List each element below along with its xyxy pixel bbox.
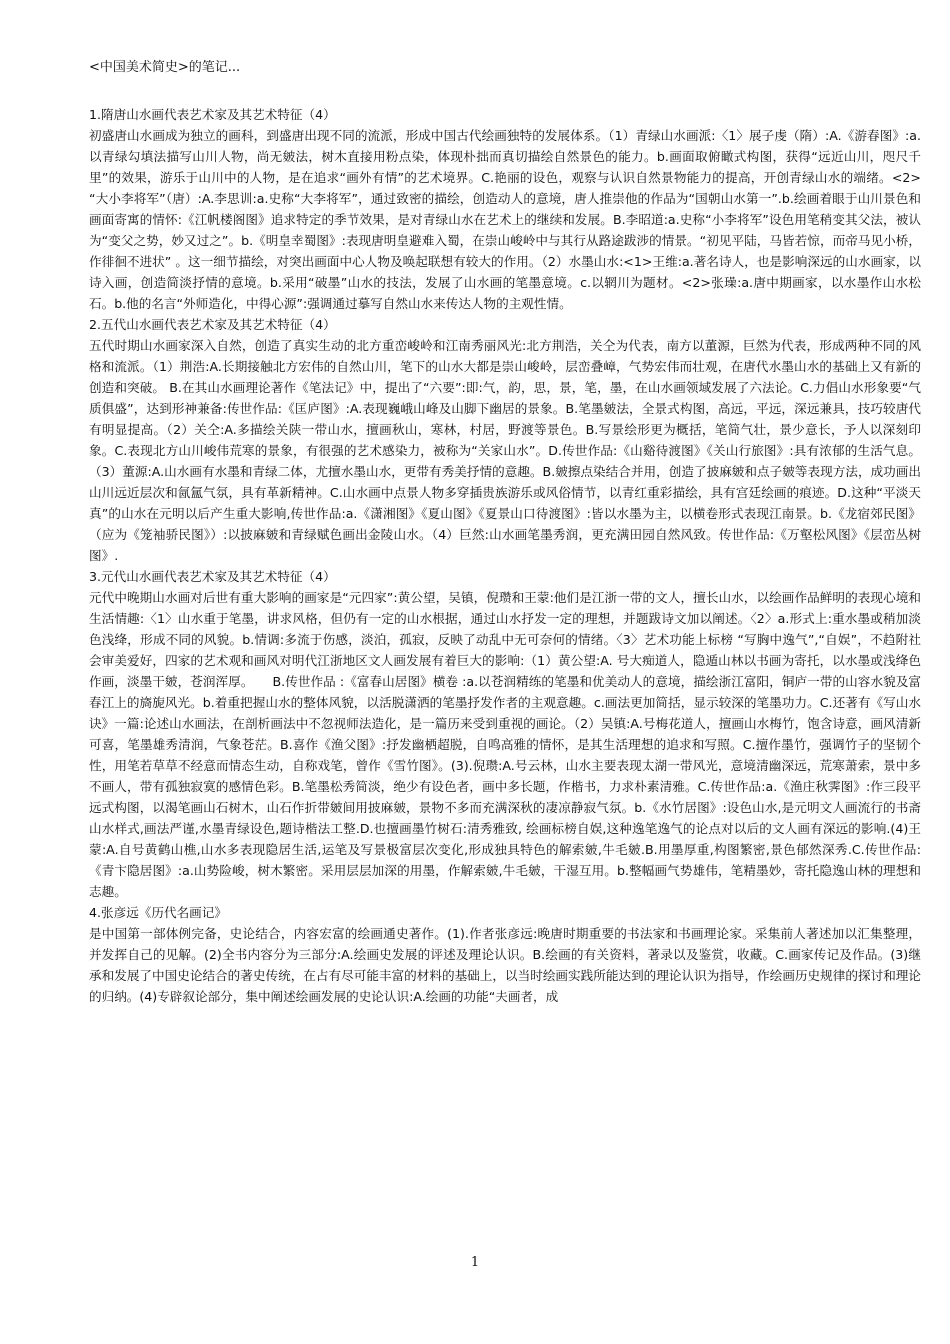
section-body: 五代时期山水画家深入自然，创造了真实生动的北方重峦峻岭和江南秀丽风光:北方荆浩，关仝为代表，南方以董源，巨然为代表，形成两种不同的风格和流派。（1）荆浩:A.长期接触北方宏伟的自然山川，笔下的山水大都是崇山峻岭，层峦叠嶂，气势宏伟而壮观，在唐代水墨山水的基础上又有新的创造和突破。 B.在其山水画理论著作《笔法记》中，提出了“六要”:即:气，韵，思，景，笔，墨，在山水画领域发展了六法论。C.力倡山水形象要“气质俱盛”，达到形神兼备:传世作品:《匡庐图》:A.表现巍峨山峰及山脚下幽居的景象。B.笔墨皴法，全景式构图，高远，平远，深远兼具，技巧较唐代有明显提高。（2）关仝:A.多描绘关陕一带山水，擅画秋山，寒林，村居，野渡等景色。B.写景绘形更为概括，笔简气壮，景少意长，予人以深刻印象。C.表现北方山川峻伟荒寒的景象，有很强的艺术感染力，被称为“关家山水”。D.传世作品:《山谿待渡图》《关山行旅图》:具有浓郁的生活气息。（3）董源:A.山水画有水墨和青绿二体，尤擅水墨山水，更带有秀美抒情的意趣。B.皴擦点染结合并用，创造了披麻皴和点子皴等表现方法，成功画出山川远近层次和氤氲气氛，具有革新精神。C.山水画中点景人物多穿插贵族游乐或风俗情节，以青红重彩描绘，具有宫廷绘画的痕迹。D.这种“平淡天真”的山水在元明以后产生重大影响,传世作品:a.《潇湘图》《夏山图》《夏景山口待渡图》:皆以水墨为主，以横卷形式表现江南景。b.《龙宿郊民图》（应为《笼袖骄民图》）:以披麻皴和青绿赋色画出金陵山水。（4）巨然:山水画笔墨秀润，更充满田园自然风致。传世作品:《万壑松风图》《层峦丛树图》. (89, 338, 921, 563)
section-body: 元代中晚期山水画对后世有重大影响的画家是“元四家”:黄公望，吴镇，倪瓒和王蒙:他们是江浙一带的文人，擅长山水，以绘画作品鲜明的表现心境和生活情趣:〈1〉山水重于笔墨，讲求风格，但仍有一定的山水根据，通过山水抒发一定的理想，并题跋诗文加以阐述。〈2〉a.形式上:重水墨或稍加淡色浅绛，形成不同的风貌。b.情调:多流于伤感，淡泊，孤寂，反映了动乱中无可奈何的情绪。〈3〉艺术功能上标榜 “写胸中逸气”,“自娱”，不趋附社会审美爱好，四家的艺术观和画风对明代江浙地区文人画发展有着巨大的影响:（1）黄公望:A. 号大痴道人，隐遁山林以书画为寄托，以水墨或浅绛色作画，淡墨干皴，苍润浑厚。 B.传世作品 :《富春山居图》横卷 :a.以苍润精练的笔墨和优美动人的意境，描绘浙江富阳，铜庐一带的山容水貌及富春江上的旖旎风光。b.着重把握山水的整体风貌，以活脱潇洒的笔墨抒发作者的主观意趣。c.画法更加简括，显示较深的笔墨功力。C.还著有《写山水诀》一篇:论述山水画法，在剖析画法中不忽视师法造化，是一篇历来受到重视的画论。（2）吴镇:A.号梅花道人，擅画山水梅竹，饱含诗意，画风清新可喜，笔墨雄秀清润，气象苍茫。B.喜作《渔父图》:抒发幽栖超脱，自鸣高雅的情怀，是其生活理想的追求和写照。C.擅作墨竹，强调竹子的坚韧个性，用笔若草草不经意而情态生动，自称戏笔，曾作《雪竹图》。(3).倪瓒:A.号云林，山水主要表现太湖一带风光，意境清幽深远，荒寒萧索，景中多不画人，带有孤独寂寞的感情色彩。B.笔墨松秀简淡，绝少有设色者，画中多长题，作楷书，力求朴素清雅。C.传世作品:a.《渔庄秋霁图》:作三段平远式构图，以渴笔画山石树木，山石作折带皴间用披麻皴，景物不多而充满深秋的凄凉静寂气氛。b.《水竹居图》:设色山水,是元明文人画流行的书斋山水样式,画法严谨,水墨青绿设色,题诗楷法工整.D.也擅画墨竹树石:清秀雅致, 绘画标榜自娱,这种逸笔逸气的论点对以后的文人画有深远的影响.(4)王蒙:A.自号黄鹤山樵,山水多表现隐居生活,运笔及写景极富层次变化,形成独具特色的解索皴,牛毛皴.B.用墨厚重,构图繁密,景色郁然深秀.C.传世作品: 《青卞隐居图》:a.山势险峻，树木繁密。采用层层加深的用墨，作解索皴,牛毛皴，干湿互用。b.整幅画气势雄伟，笔精墨妙，寄托隐逸山林的理想和志趣。 (89, 590, 921, 899)
section-body: 初盛唐山水画成为独立的画科，到盛唐出现不同的流派，形成中国古代绘画独特的发展体系。（1）青绿山水画派:〈1〉展子虔（隋）:A.《游春图》:a.以青绿勾填法描写山川人物，尚无皴法，树木直接用粉点染，体现朴拙而真切描绘自然景色的能力。b.画面取俯瞰式构图，获得“远近山川，咫尺千里”的效果，游乐于山川中的人物，是在追求“画外有情”的艺术境界。C.艳丽的设色，观察与认识自然景物能力的提高，开创青绿山水的端绪。<2> “大小李将军”（唐）:A.李思训:a.史称“大李将军”，通过致密的描绘，创造动人的意境，唐人推崇他的作品为“国朝山水第一”.b.绘画着眼于山川景色和画面寄寓的情怀:《江帆楼阁图》追求特定的季节效果，是对青绿山水在艺术上的继续和发展。B.李昭道:a.史称“小李将军”设色用笔稍变其父法，被认为“变父之势，妙又过之”。b.《明皇幸蜀图》:表现唐明皇避难入蜀，在崇山峻岭中与其行从路途跋涉的情景。“初见平陆，马皆若惊，而帝马见小桥，作徘徊不进状” 。这一细节描绘，对突出画面中心人物及唤起联想有较大的作用。（2）水墨山水:<1>王维:a.著名诗人，也是影响深远的山水画家，以诗入画，创造简淡抒情的意境。b.采用“破墨”山水的技法，发展了山水画的笔墨意境。c.以辋川为题材。<2>张璪:a.唐中期画家，以水墨作山水松石。b.他的名言“外师造化，中得心源”:强调通过摹写自然山水来传达人物的主观性情。 (89, 128, 921, 311)
section-heading: 1.隋唐山水画代表艺术家及其艺术特征（4） (89, 107, 336, 122)
page-number: 1 (470, 1255, 480, 1270)
section-heading: 3.元代山水画代表艺术家及其艺术特征（4） (89, 569, 336, 584)
section-4 (89, 902, 921, 1007)
section-2 (89, 314, 921, 566)
section-heading: 4.张彦远《历代名画记》 (89, 905, 227, 920)
section-1 (89, 104, 921, 314)
section-body: 是中国第一部体例完备，史论结合，内容宏富的绘画通史著作。(1).作者张彦远:晚唐时期重要的书法家和书画理论家。采集前人著述加以汇集整理，并发挥自己的见解。(2)全书内容分为三部分:A.绘画史发展的评述及理论认识。B.绘画的有关资料，著录以及鉴赏，收藏。C.画家传记及作品。(3)继承和发展了中国史论结合的著史传统，在占有尽可能丰富的材料的基础上，以当时绘画实践所能达到的理论认识为指导，作绘画历史规律的探讨和理论的归纳。(4)专辟叙论部分，集中阐述绘画发展的史论认识:A.绘画的功能“夫画者，成 (89, 926, 921, 1004)
document-title: <中国美术简史>的笔记... (89, 60, 241, 75)
section-heading: 2.五代山水画代表艺术家及其艺术特征（4） (89, 317, 336, 332)
document-page (89, 58, 921, 1007)
section-3 (89, 566, 921, 902)
